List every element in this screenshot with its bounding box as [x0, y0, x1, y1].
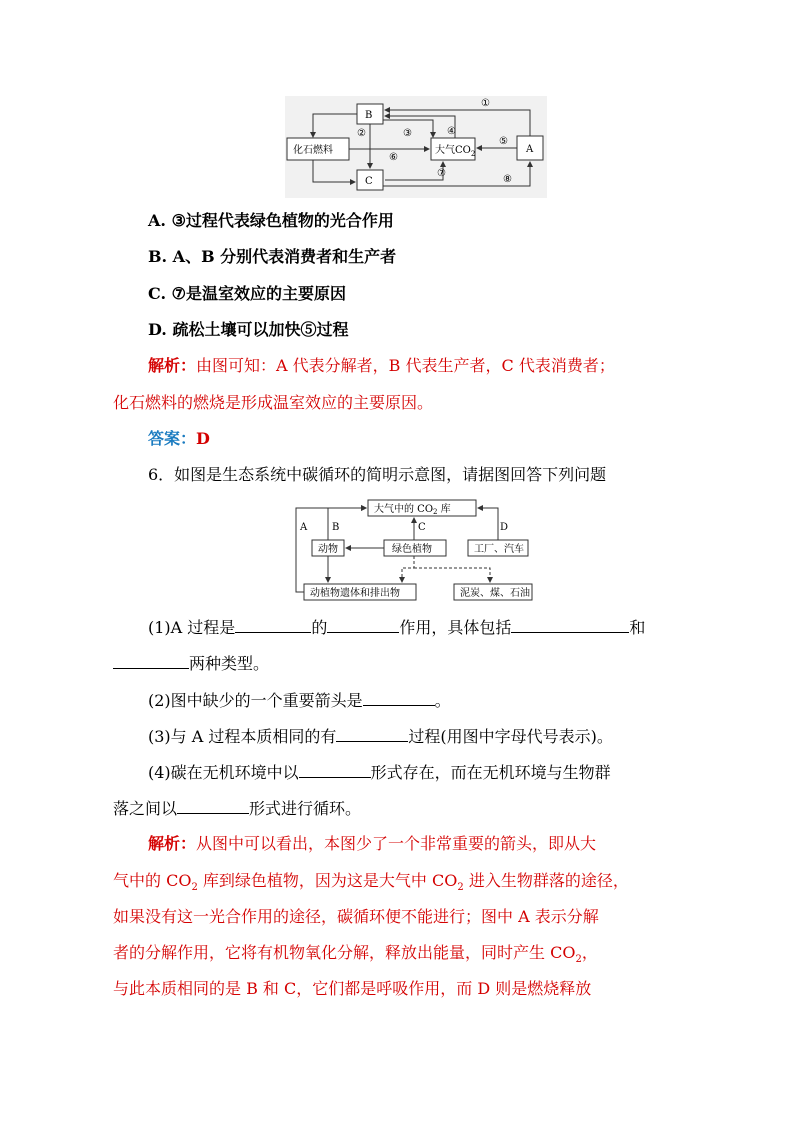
- q6-analysis-line4: 者的分解作用，它将有机物氧化分解，释放出能量，同时产生 $CO_2$，: [113, 943, 598, 966]
- q6-sub2: (2)图中缺少的一个重要箭头是 。: [148, 691, 451, 710]
- q6-analysis-line2: 气中的 $CO_2$ 库到绿色植物，因为这是大气中 $CO_2$ 进入生物群落的途径，: [113, 871, 629, 894]
- svg-text:大气CO2: 大气$CO_2$: [435, 145, 476, 158]
- svg-text:⑧: ⑧: [503, 174, 512, 185]
- blank-6[interactable]: [336, 725, 408, 742]
- svg-text:泥炭、煤、石油: 泥炭、煤、石油: [460, 588, 530, 599]
- option-c: C. ⑦是温室效应的主要原因: [148, 284, 346, 303]
- svg-text:A: A: [300, 522, 308, 533]
- q6-sub4: (4)碳在无机环境中以 形式存在，而在无机环境与生物群: [148, 763, 611, 782]
- blank-7[interactable]: [299, 761, 371, 778]
- svg-text:⑤: ⑤: [499, 136, 508, 147]
- svg-text:化石燃料: 化石燃料: [293, 145, 333, 156]
- blank-2[interactable]: [327, 616, 399, 633]
- option-a: A. ③过程代表绿色植物的光合作用: [148, 211, 394, 230]
- carbon-cycle-diagram-2: [294, 498, 546, 604]
- svg-text:大气中的 CO2 库: 大气中的 $CO_2$ 库: [374, 504, 451, 516]
- blank-8[interactable]: [177, 797, 249, 814]
- blank-5[interactable]: [363, 689, 435, 706]
- svg-text:①: ①: [481, 98, 490, 109]
- blank-4[interactable]: [113, 652, 189, 669]
- svg-text:C: C: [418, 522, 426, 533]
- option-d: D. 疏松土壤可以加快⑤过程: [148, 320, 349, 339]
- q6-analysis-line1: 解析：从图中可以看出，本图少了一个非常重要的箭头，即从大: [148, 834, 597, 853]
- svg-text:B: B: [332, 522, 340, 533]
- svg-text:③: ③: [403, 128, 412, 139]
- svg-text:B: B: [365, 110, 373, 121]
- q6-analysis-line3: 如果没有这一光合作用的途径，碳循环便不能进行；图中 A 表示分解: [113, 907, 599, 926]
- svg-text:⑥: ⑥: [389, 152, 398, 163]
- box-co2: [431, 138, 475, 160]
- q6-sub1: (1)A 过程是 的 作用，具体包括 和: [148, 618, 646, 637]
- svg-text:工厂、汽车: 工厂、汽车: [474, 544, 524, 555]
- carbon-cycle-diagram-1: [285, 96, 547, 198]
- blank-1[interactable]: [235, 616, 311, 633]
- svg-text:A: A: [526, 144, 534, 155]
- blank-3[interactable]: [511, 616, 629, 633]
- box-fossil: [287, 138, 349, 160]
- q6-sub3: (3)与 A 过程本质相同的有 过程(用图中字母代号表示)。: [148, 727, 613, 746]
- svg-text:④: ④: [447, 126, 456, 137]
- q5-answer: 答案：D: [148, 429, 210, 448]
- svg-text:动物: 动物: [318, 544, 338, 555]
- box-c: [357, 170, 383, 190]
- svg-text:⑦: ⑦: [437, 168, 446, 179]
- svg-text:动植物遗体和排出物: 动植物遗体和排出物: [310, 588, 400, 599]
- q6-analysis-line5: 与此本质相同的是 B 和 C，它们都是呼吸作用，而 D 则是燃烧释放: [113, 979, 592, 998]
- q5-analysis-line1: 解析：由图可知：A 代表分解者，B 代表生产者，C 代表消费者；: [148, 356, 615, 375]
- q6-sub1-cont: 两种类型。: [113, 652, 269, 675]
- q6-sub4-cont: 落之间以 形式进行循环。: [113, 799, 362, 818]
- svg-text:②: ②: [357, 128, 366, 139]
- svg-text:D: D: [500, 522, 509, 533]
- box-b: [357, 104, 383, 124]
- svg-text:绿色植物: 绿色植物: [392, 544, 432, 555]
- q5-analysis-line2: 化石燃料的燃烧是形成温室效应的主要原因。: [113, 393, 434, 412]
- svg-text:C: C: [365, 176, 373, 187]
- q6-stem: 6．如图是生态系统中碳循环的简明示意图，请据图回答下列问题: [148, 465, 607, 484]
- box-a: [517, 136, 543, 160]
- option-b: B. A、B 分别代表消费者和生产者: [148, 247, 397, 266]
